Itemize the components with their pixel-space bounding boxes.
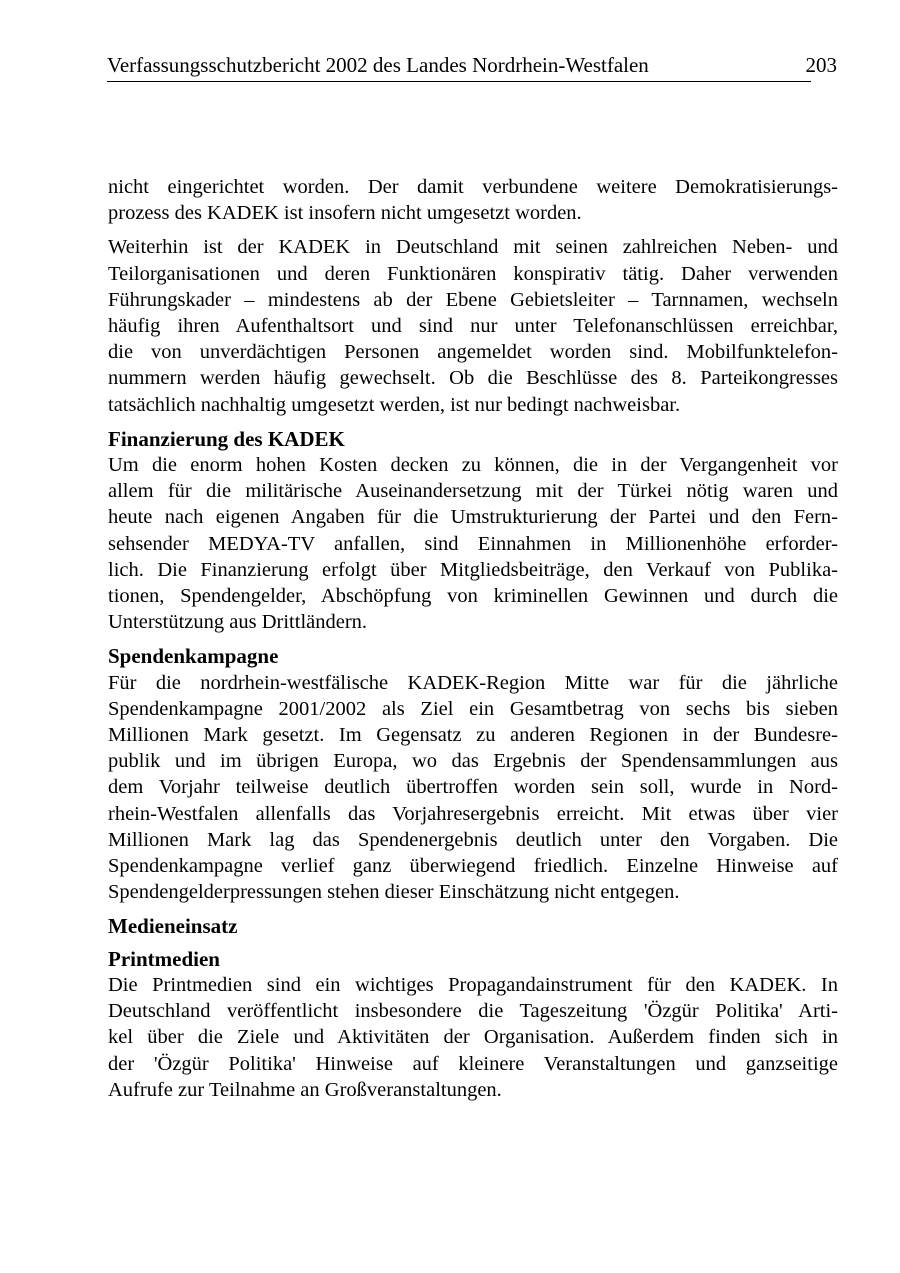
text-line: tatsächlich nachhaltig umgesetzt werden, ist nur bedingt nachweisbar. (108, 393, 681, 416)
text-line: lich. Die Finanzierung erfolgt über Mitgliedsbeiträge, den Verkauf von Publika- (108, 558, 838, 581)
subsection-heading: Printmedien (108, 946, 220, 971)
section-heading: Finanzierung des KADEK (108, 426, 345, 451)
text-line: Spendenkampagne verlief ganz überwiegend friedlich. Einzelne Hinweise auf (108, 855, 838, 878)
text-line: publik und im übrigen Europa, wo das Ergebnis der Spendensammlungen aus (108, 750, 838, 773)
text-line: Weiterhin ist der KADEK in Deutschland mit seinen zahlreichen Neben- und (108, 236, 838, 259)
text-line: Millionen Mark lag das Spendenergebnis deutlich unter den Vorgaben. Die (108, 828, 838, 851)
text-line: häufig ihren Aufenthaltsort und sind nur unter Telefonanschlüssen erreichbar, (108, 315, 838, 338)
document-body (108, 174, 838, 1103)
text-line: Teilorganisationen und deren Funktionären konspirativ tätig. Daher verwenden (108, 262, 838, 285)
paragraph (108, 174, 838, 226)
text-line: rhein-Westfalen allenfalls das Vorjahresergebnis erreicht. Mit etwas über vier (108, 802, 838, 825)
page-number: 203 (805, 53, 837, 77)
text-line: tionen, Spendengelder, Abschöpfung von kriminellen Gewinnen und durch die (108, 585, 838, 608)
text-line: prozess des KADEK ist insofern nicht umgesetzt worden. (108, 202, 582, 225)
section-heading: Medieneinsatz (108, 914, 238, 939)
text-line: nummern werden häufig gewechselt. Ob die Beschlüsse des 8. Parteikongresses (108, 367, 838, 390)
text-line: die von unverdächtigen Personen angemeldet worden sind. Mobilfunktelefon- (108, 341, 838, 364)
text-line: dem Vorjahr teilweise deutlich übertroffen worden sein soll, wurde in Nord- (108, 776, 838, 799)
header-title: Verfassungsschutzbericht 2002 des Landes Nordrhein-Westfalen (107, 53, 649, 77)
text-line: Millionen Mark gesetzt. Im Gegensatz zu anderen Regionen in der Bundesre- (108, 724, 838, 747)
paragraph (108, 452, 838, 635)
text-line: sehsender MEDYA-TV anfallen, sind Einnahmen in Millionenhöhe erforder- (108, 532, 838, 555)
text-line: allem für die militärische Auseinandersetzung mit der Türkei nötig waren und (108, 480, 838, 503)
text-line: nicht eingerichtet worden. Der damit verbundene weitere Demokratisierungs- (108, 176, 838, 198)
text-line: Deutschland veröffentlicht insbesondere die Tageszeitung 'Özgür Politika' Arti- (108, 1000, 838, 1023)
text-line: kel über die Ziele und Aktivitäten der Organisation. Außerdem finden sich in (108, 1026, 838, 1049)
text-line: Unterstützung aus Drittländern. (108, 611, 368, 634)
paragraph (108, 972, 838, 1103)
text-line: Spendenkampagne 2001/2002 als Ziel ein Gesamtbetrag von sechs bis sieben (108, 697, 838, 720)
text-line: Spendengelderpressungen stehen dieser Einschätzung nicht entgegen. (108, 881, 680, 904)
text-line: der 'Özgür Politika' Hinweise auf kleinere Veranstaltungen und ganzseitige (108, 1052, 838, 1075)
text-line: Um die enorm hohen Kosten decken zu können, die in der Vergangenheit vor (108, 454, 838, 477)
page-header (107, 52, 837, 82)
paragraph (108, 670, 838, 906)
text-line: Aufrufe zur Teilnahme an Großveranstaltungen. (108, 1078, 502, 1101)
text-line: Die Printmedien sind ein wichtiges Propagandainstrument für den KADEK. In (108, 973, 838, 996)
text-line: Für die nordrhein-westfälische KADEK-Region Mitte war für die jährliche (108, 671, 838, 694)
paragraph (108, 234, 838, 417)
text-line: heute nach eigenen Angaben für die Umstrukturierung der Partei und den Fern- (108, 506, 838, 529)
text-line: Führungskader – mindestens ab der Ebene Gebietsleiter – Tarnnamen, wechseln (108, 288, 838, 311)
section-heading: Spendenkampagne (108, 644, 279, 669)
